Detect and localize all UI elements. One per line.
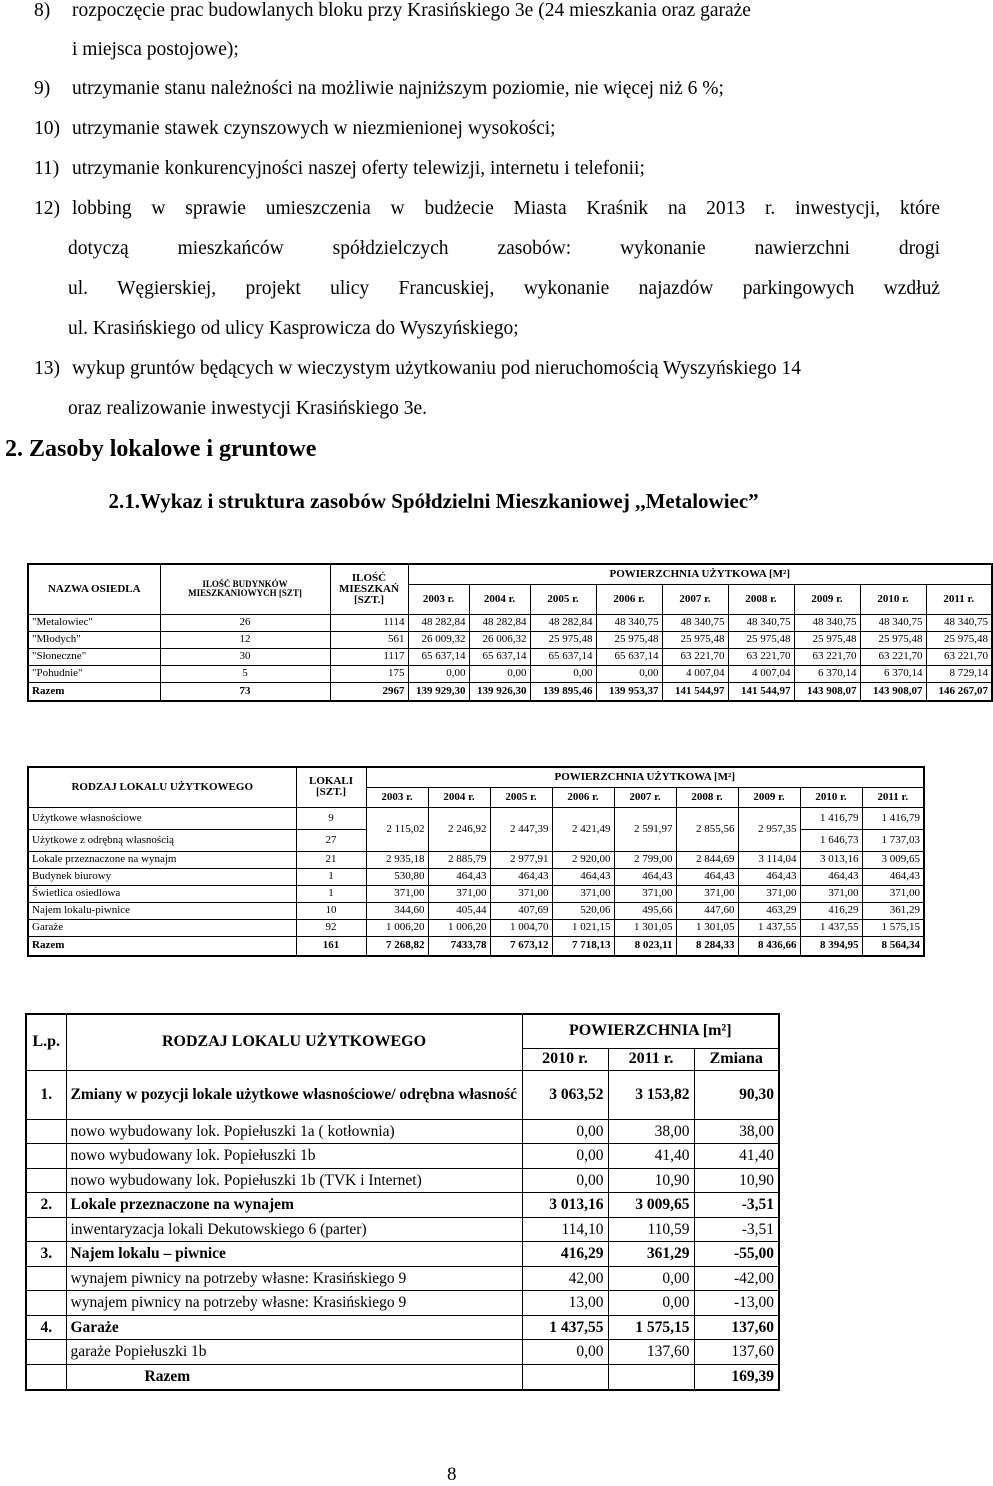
col-header-area: POWIERZCHNIA [m²] <box>522 1014 779 1048</box>
cell: 10,90 <box>608 1168 694 1193</box>
row-number <box>26 1168 66 1193</box>
year-header: 2003 r. <box>408 584 469 614</box>
page-number: 8 <box>447 1464 457 1485</box>
list-item-text: ul. Węgierskiej, projekt ulicy Francuskiej, wykonanie najazdów parkingowych wzdłuż <box>68 278 940 299</box>
cell: -13,00 <box>694 1291 779 1316</box>
estate-name: "Słoneczne" <box>28 648 160 665</box>
year-header: 2011 r. <box>608 1048 694 1070</box>
cell: 65 637,14 <box>469 648 530 665</box>
cell: 48 340,75 <box>596 614 662 631</box>
cell: 495,66 <box>614 902 676 919</box>
cell: 65 637,14 <box>596 648 662 665</box>
cell: 2 447,39 <box>490 807 552 851</box>
cell: 520,06 <box>552 902 614 919</box>
cell: 2 246,92 <box>428 807 490 851</box>
col-header-type: RODZAJ LOKALU UŻYTKOWEGO <box>28 767 296 807</box>
total-row <box>26 1364 779 1390</box>
subsection-number: 2.1. <box>108 489 140 513</box>
row-number <box>26 1291 66 1316</box>
list-item-text: utrzymanie konkurencyjności naszej oferty telewizji, internetu i telefonii; <box>72 158 645 179</box>
cell: 1 437,55 <box>800 919 862 936</box>
cell: 464,43 <box>676 868 738 885</box>
cell: 463,29 <box>738 902 800 919</box>
cell: 21 <box>296 851 366 868</box>
cell: 1 416,79 <box>862 807 924 829</box>
cell: 10,90 <box>694 1168 779 1193</box>
cell: 1 <box>296 868 366 885</box>
total-row <box>28 936 924 956</box>
cell: 1 437,55 <box>522 1315 608 1340</box>
cell: 143 908,07 <box>794 682 860 701</box>
cell: 4 007,04 <box>662 665 728 682</box>
cell: 6 370,14 <box>860 665 926 682</box>
list-item-text: utrzymanie stanu należności na możliwie najniższym poziomie, nie więcej niż 6 %; <box>72 78 724 99</box>
cell: 464,43 <box>800 868 862 885</box>
table-row <box>28 665 992 682</box>
table-row <box>26 1168 779 1193</box>
cell: 8 023,11 <box>614 936 676 956</box>
cell: 42,00 <box>522 1266 608 1291</box>
year-header: 2007 r. <box>662 584 728 614</box>
cell: 110,59 <box>608 1217 694 1242</box>
table-row <box>26 1144 779 1169</box>
year-header: 2008 r. <box>728 584 794 614</box>
cell: 26 006,32 <box>469 631 530 648</box>
cell: 7 268,82 <box>366 936 428 956</box>
year-header: 2010 r. <box>522 1048 608 1070</box>
unit-type: Budynek biurowy <box>28 868 296 885</box>
cell: -55,00 <box>694 1242 779 1267</box>
cell: 25 975,48 <box>728 631 794 648</box>
cell: 1 737,03 <box>862 829 924 851</box>
cell: 1 006,20 <box>428 919 490 936</box>
cell: 530,80 <box>366 868 428 885</box>
cell: 361,29 <box>862 902 924 919</box>
list-item-number: 9) <box>34 78 51 99</box>
cell: 464,43 <box>428 868 490 885</box>
cell: 371,00 <box>490 885 552 902</box>
cell: 1114 <box>330 614 408 631</box>
list-item-number: 11) <box>34 158 60 179</box>
cell: 371,00 <box>428 885 490 902</box>
cell: 0,00 <box>522 1340 608 1365</box>
cell: 48 282,84 <box>408 614 469 631</box>
cell: 141 544,97 <box>662 682 728 701</box>
cell: 464,43 <box>490 868 552 885</box>
cell: 25 975,48 <box>530 631 596 648</box>
total-label: Razem <box>66 1364 522 1390</box>
cell: 63 221,70 <box>728 648 794 665</box>
year-header: 2010 r. <box>800 787 862 807</box>
cell: 169,39 <box>694 1364 779 1390</box>
cell: 161 <box>296 936 366 956</box>
cell: 2 844,69 <box>676 851 738 868</box>
unit-type: nowo wybudowany lok. Popiełuszki 1b <box>66 1144 522 1169</box>
table-row <box>28 648 992 665</box>
cell: 3 114,04 <box>738 851 800 868</box>
table-row <box>28 807 924 829</box>
row-number <box>26 1266 66 1291</box>
cell: 65 637,14 <box>408 648 469 665</box>
year-header: 2008 r. <box>676 787 738 807</box>
table-row <box>26 1242 779 1267</box>
unit-type: wynajem piwnicy na potrzeby własne: Krasińskiego 9 <box>66 1266 522 1291</box>
cell: 0,00 <box>522 1168 608 1193</box>
cell: 48 282,84 <box>469 614 530 631</box>
cell: 2 977,91 <box>490 851 552 868</box>
cell: 464,43 <box>738 868 800 885</box>
unit-type: nowo wybudowany lok. Popiełuszki 1b (TVK i Internet) <box>66 1168 522 1193</box>
cell: 41,40 <box>694 1144 779 1169</box>
table-row <box>26 1266 779 1291</box>
estate-name: "Młodych" <box>28 631 160 648</box>
year-header: 2003 r. <box>366 787 428 807</box>
year-header: 2006 r. <box>552 787 614 807</box>
cell: 12 <box>160 631 330 648</box>
cell: 371,00 <box>366 885 428 902</box>
cell: 25 975,48 <box>596 631 662 648</box>
cell: 344,60 <box>366 902 428 919</box>
year-header: 2005 r. <box>530 584 596 614</box>
table-row <box>26 1217 779 1242</box>
commercial-units-table <box>27 766 925 957</box>
list-item-text: lobbing w sprawie umieszczenia w budżecie Miasta Kraśnik na 2013 r. inwestycji, które <box>72 198 940 219</box>
table-row <box>28 868 924 885</box>
row-number <box>26 1144 66 1169</box>
col-header-estate: NAZWA OSIEDLA <box>28 564 160 614</box>
unit-type: Zmiany w pozycji lokale użytkowe własnościowe/ odrębna własność <box>66 1070 522 1119</box>
cell: 371,00 <box>800 885 862 902</box>
cell: 1 646,73 <box>800 829 862 851</box>
table-row <box>26 1315 779 1340</box>
cell: 1 437,55 <box>738 919 800 936</box>
cell: 361,29 <box>608 1242 694 1267</box>
cell: 9 <box>296 807 366 829</box>
year-header: 2005 r. <box>490 787 552 807</box>
unit-type: Użytkowe z odrębną własnością <box>28 829 296 851</box>
cell: 13,00 <box>522 1291 608 1316</box>
table-row <box>28 851 924 868</box>
cell: 0,00 <box>608 1266 694 1291</box>
cell: 3 013,16 <box>800 851 862 868</box>
cell: 2 935,18 <box>366 851 428 868</box>
cell: 48 340,75 <box>926 614 992 631</box>
cell: 48 340,75 <box>794 614 860 631</box>
cell: 63 221,70 <box>860 648 926 665</box>
cell: 6 370,14 <box>794 665 860 682</box>
cell: 2 421,49 <box>552 807 614 851</box>
cell: 92 <box>296 919 366 936</box>
cell: 175 <box>330 665 408 682</box>
total-label: Razem <box>28 936 296 956</box>
cell: 25 975,48 <box>926 631 992 648</box>
cell: 2 885,79 <box>428 851 490 868</box>
unit-type: wynajem piwnicy na potrzeby własne: Krasińskiego 9 <box>66 1291 522 1316</box>
cell: 464,43 <box>862 868 924 885</box>
cell: 1117 <box>330 648 408 665</box>
cell: 371,00 <box>552 885 614 902</box>
unit-type: Najem lokalu-piwnice <box>28 902 296 919</box>
year-header: 2004 r. <box>469 584 530 614</box>
unit-type: Garaże <box>28 919 296 936</box>
table-row <box>28 631 992 648</box>
row-number: 1. <box>26 1070 66 1119</box>
cell: 3 013,16 <box>522 1193 608 1218</box>
cell: 1 021,15 <box>552 919 614 936</box>
year-header: 2009 r. <box>794 584 860 614</box>
cell: 139 953,37 <box>596 682 662 701</box>
cell: 371,00 <box>614 885 676 902</box>
col-header-count: LOKALI [SZT.] <box>296 767 366 807</box>
cell: 8 436,66 <box>738 936 800 956</box>
unit-type: Świetlica osiedlowa <box>28 885 296 902</box>
cell: 10 <box>296 902 366 919</box>
cell: 1 301,05 <box>676 919 738 936</box>
cell: 5 <box>160 665 330 682</box>
estate-name: "Pohudnie" <box>28 665 160 682</box>
table-row <box>26 1193 779 1218</box>
row-number <box>26 1217 66 1242</box>
list-item-text: oraz realizowanie inwestycji Krasińskiego 3e. <box>68 398 427 419</box>
cell: 63 221,70 <box>926 648 992 665</box>
cell: 416,29 <box>800 902 862 919</box>
cell: 25 975,48 <box>662 631 728 648</box>
subsection-heading <box>68 489 759 514</box>
cell: 464,43 <box>552 868 614 885</box>
change-header: Zmiana <box>694 1048 779 1070</box>
cell: 8 284,33 <box>676 936 738 956</box>
total-row <box>28 682 992 701</box>
cell: 447,60 <box>676 902 738 919</box>
cell: 8 729,14 <box>926 665 992 682</box>
table-row <box>28 902 924 919</box>
cell: 63 221,70 <box>794 648 860 665</box>
unit-type: nowo wybudowany lok. Popiełuszki 1a ( kotłownia) <box>66 1119 522 1144</box>
cell <box>522 1364 608 1390</box>
cell: 0,00 <box>596 665 662 682</box>
table-row <box>28 885 924 902</box>
cell: 1 575,15 <box>862 919 924 936</box>
year-header: 2006 r. <box>596 584 662 614</box>
cell: 139 929,30 <box>408 682 469 701</box>
housing-estates-table <box>27 563 993 702</box>
cell: 114,10 <box>522 1217 608 1242</box>
cell: 0,00 <box>408 665 469 682</box>
unit-type: Lokale przeznaczone na wynajm <box>28 851 296 868</box>
cell: 405,44 <box>428 902 490 919</box>
year-header: 2004 r. <box>428 787 490 807</box>
cell: 25 975,48 <box>860 631 926 648</box>
cell: 7 673,12 <box>490 936 552 956</box>
cell: 0,00 <box>469 665 530 682</box>
cell: 371,00 <box>862 885 924 902</box>
table-row <box>26 1119 779 1144</box>
cell: 41,40 <box>608 1144 694 1169</box>
cell: 26 009,32 <box>408 631 469 648</box>
cell: 7 718,13 <box>552 936 614 956</box>
year-header: 2007 r. <box>614 787 676 807</box>
cell: 2 920,00 <box>552 851 614 868</box>
cell: 30 <box>160 648 330 665</box>
cell: 7433,78 <box>428 936 490 956</box>
list-item-number: 12) <box>34 198 60 219</box>
cell: 371,00 <box>738 885 800 902</box>
row-number: 3. <box>26 1242 66 1267</box>
cell: 1 416,79 <box>800 807 862 829</box>
cell: 2 957,35 <box>738 807 800 851</box>
cell: 8 394,95 <box>800 936 862 956</box>
year-header: 2010 r. <box>860 584 926 614</box>
list-item-number: 10) <box>34 118 60 139</box>
cell: 90,30 <box>694 1070 779 1119</box>
col-header-flats: ILOŚĆ MIESZKAŃ [SZT.] <box>330 564 408 614</box>
cell: 3 009,65 <box>608 1193 694 1218</box>
cell: 416,29 <box>522 1242 608 1267</box>
cell: 146 267,07 <box>926 682 992 701</box>
cell: 137,60 <box>694 1315 779 1340</box>
subsection-title: Wykaz i struktura zasobów Spółdzielni Mieszkaniowej ,,Metalowiec” <box>140 489 759 513</box>
cell: 1 575,15 <box>608 1315 694 1340</box>
estate-name: "Metalowiec" <box>28 614 160 631</box>
cell <box>608 1364 694 1390</box>
table-row <box>28 919 924 936</box>
cell: 38,00 <box>694 1119 779 1144</box>
cell: 141 544,97 <box>728 682 794 701</box>
cell: 137,60 <box>694 1340 779 1365</box>
cell: 561 <box>330 631 408 648</box>
cell: 407,69 <box>490 902 552 919</box>
col-header-lp: L.p. <box>26 1014 66 1070</box>
cell: 25 975,48 <box>794 631 860 648</box>
unit-type: Użytkowe własnościowe <box>28 807 296 829</box>
col-header-buildings: ILOŚĆ BUDYNKÓW MIESZKANIOWYCH [SZT] <box>160 564 330 614</box>
row-number <box>26 1119 66 1144</box>
row-number <box>26 1364 66 1390</box>
cell: 48 340,75 <box>728 614 794 631</box>
table-row <box>26 1340 779 1365</box>
cell: 0,00 <box>522 1144 608 1169</box>
list-item-number: 13) <box>34 358 60 379</box>
cell: 0,00 <box>522 1119 608 1144</box>
unit-type: Garaże <box>66 1315 522 1340</box>
cell: 2 799,00 <box>614 851 676 868</box>
row-number <box>26 1340 66 1365</box>
list-item-text: wykup gruntów będących w wieczystym użytkowaniu pod nieruchomością Wyszyńskiego 14 <box>72 358 802 379</box>
table-row <box>28 614 992 631</box>
cell: 2 115,02 <box>366 807 428 851</box>
cell: -3,51 <box>694 1217 779 1242</box>
list-item-text: ul. Krasińskiego od ulicy Kasprowicza do Wyszyńskiego; <box>68 318 519 339</box>
row-number: 2. <box>26 1193 66 1218</box>
table-row <box>26 1291 779 1316</box>
year-header: 2009 r. <box>738 787 800 807</box>
area-change-table <box>25 1013 780 1391</box>
cell: 48 340,75 <box>662 614 728 631</box>
section-heading: 2. Zasoby lokalowe i gruntowe <box>5 436 317 462</box>
cell: 48 340,75 <box>860 614 926 631</box>
cell: 0,00 <box>608 1291 694 1316</box>
cell: 139 895,46 <box>530 682 596 701</box>
col-header-area: POWIERZCHNIA UŻYTKOWA [M²] <box>408 564 992 584</box>
cell: 38,00 <box>608 1119 694 1144</box>
table-row <box>26 1070 779 1119</box>
cell: 48 282,84 <box>530 614 596 631</box>
cell: 2967 <box>330 682 408 701</box>
cell: 139 926,30 <box>469 682 530 701</box>
unit-type: Lokale przeznaczone na wynajem <box>66 1193 522 1218</box>
cell: 1 006,20 <box>366 919 428 936</box>
cell: 3 009,65 <box>862 851 924 868</box>
list-item-text: dotyczą mieszkańców spółdzielczych zasobów: wykonanie nawierzchni drogi <box>68 238 940 259</box>
unit-type: garaże Popiełuszki 1b <box>66 1340 522 1365</box>
unit-type: inwentaryzacja lokali Dekutowskiego 6 (parter) <box>66 1217 522 1242</box>
cell: 0,00 <box>530 665 596 682</box>
list-item-number: 8) <box>34 0 51 21</box>
cell: 137,60 <box>608 1340 694 1365</box>
cell: 8 564,34 <box>862 936 924 956</box>
cell: -42,00 <box>694 1266 779 1291</box>
row-number: 4. <box>26 1315 66 1340</box>
year-header: 2011 r. <box>926 584 992 614</box>
cell: 73 <box>160 682 330 701</box>
list-item-text: i miejsca postojowe); <box>72 39 239 60</box>
cell: 26 <box>160 614 330 631</box>
cell: 63 221,70 <box>662 648 728 665</box>
col-header-type: RODZAJ LOKALU UŻYTKOWEGO <box>66 1014 522 1070</box>
cell: -3,51 <box>694 1193 779 1218</box>
cell: 65 637,14 <box>530 648 596 665</box>
list-item-text: rozpoczęcie prac budowlanych bloku przy Krasińskiego 3e (24 mieszkania oraz garaże <box>72 0 751 21</box>
unit-type: Najem lokalu – piwnice <box>66 1242 522 1267</box>
cell: 27 <box>296 829 366 851</box>
cell: 4 007,04 <box>728 665 794 682</box>
total-label: Razem <box>28 682 160 701</box>
cell: 464,43 <box>614 868 676 885</box>
col-header-area: POWIERZCHNIA UŻYTKOWA [M²] <box>366 767 924 787</box>
cell: 2 591,97 <box>614 807 676 851</box>
cell: 1 <box>296 885 366 902</box>
year-header: 2011 r. <box>862 787 924 807</box>
list-item-text: utrzymanie stawek czynszowych w niezmienionej wysokości; <box>72 118 556 139</box>
cell: 2 855,56 <box>676 807 738 851</box>
cell: 3 153,82 <box>608 1070 694 1119</box>
cell: 371,00 <box>676 885 738 902</box>
cell: 3 063,52 <box>522 1070 608 1119</box>
cell: 143 908,07 <box>860 682 926 701</box>
cell: 1 004,70 <box>490 919 552 936</box>
cell: 1 301,05 <box>614 919 676 936</box>
